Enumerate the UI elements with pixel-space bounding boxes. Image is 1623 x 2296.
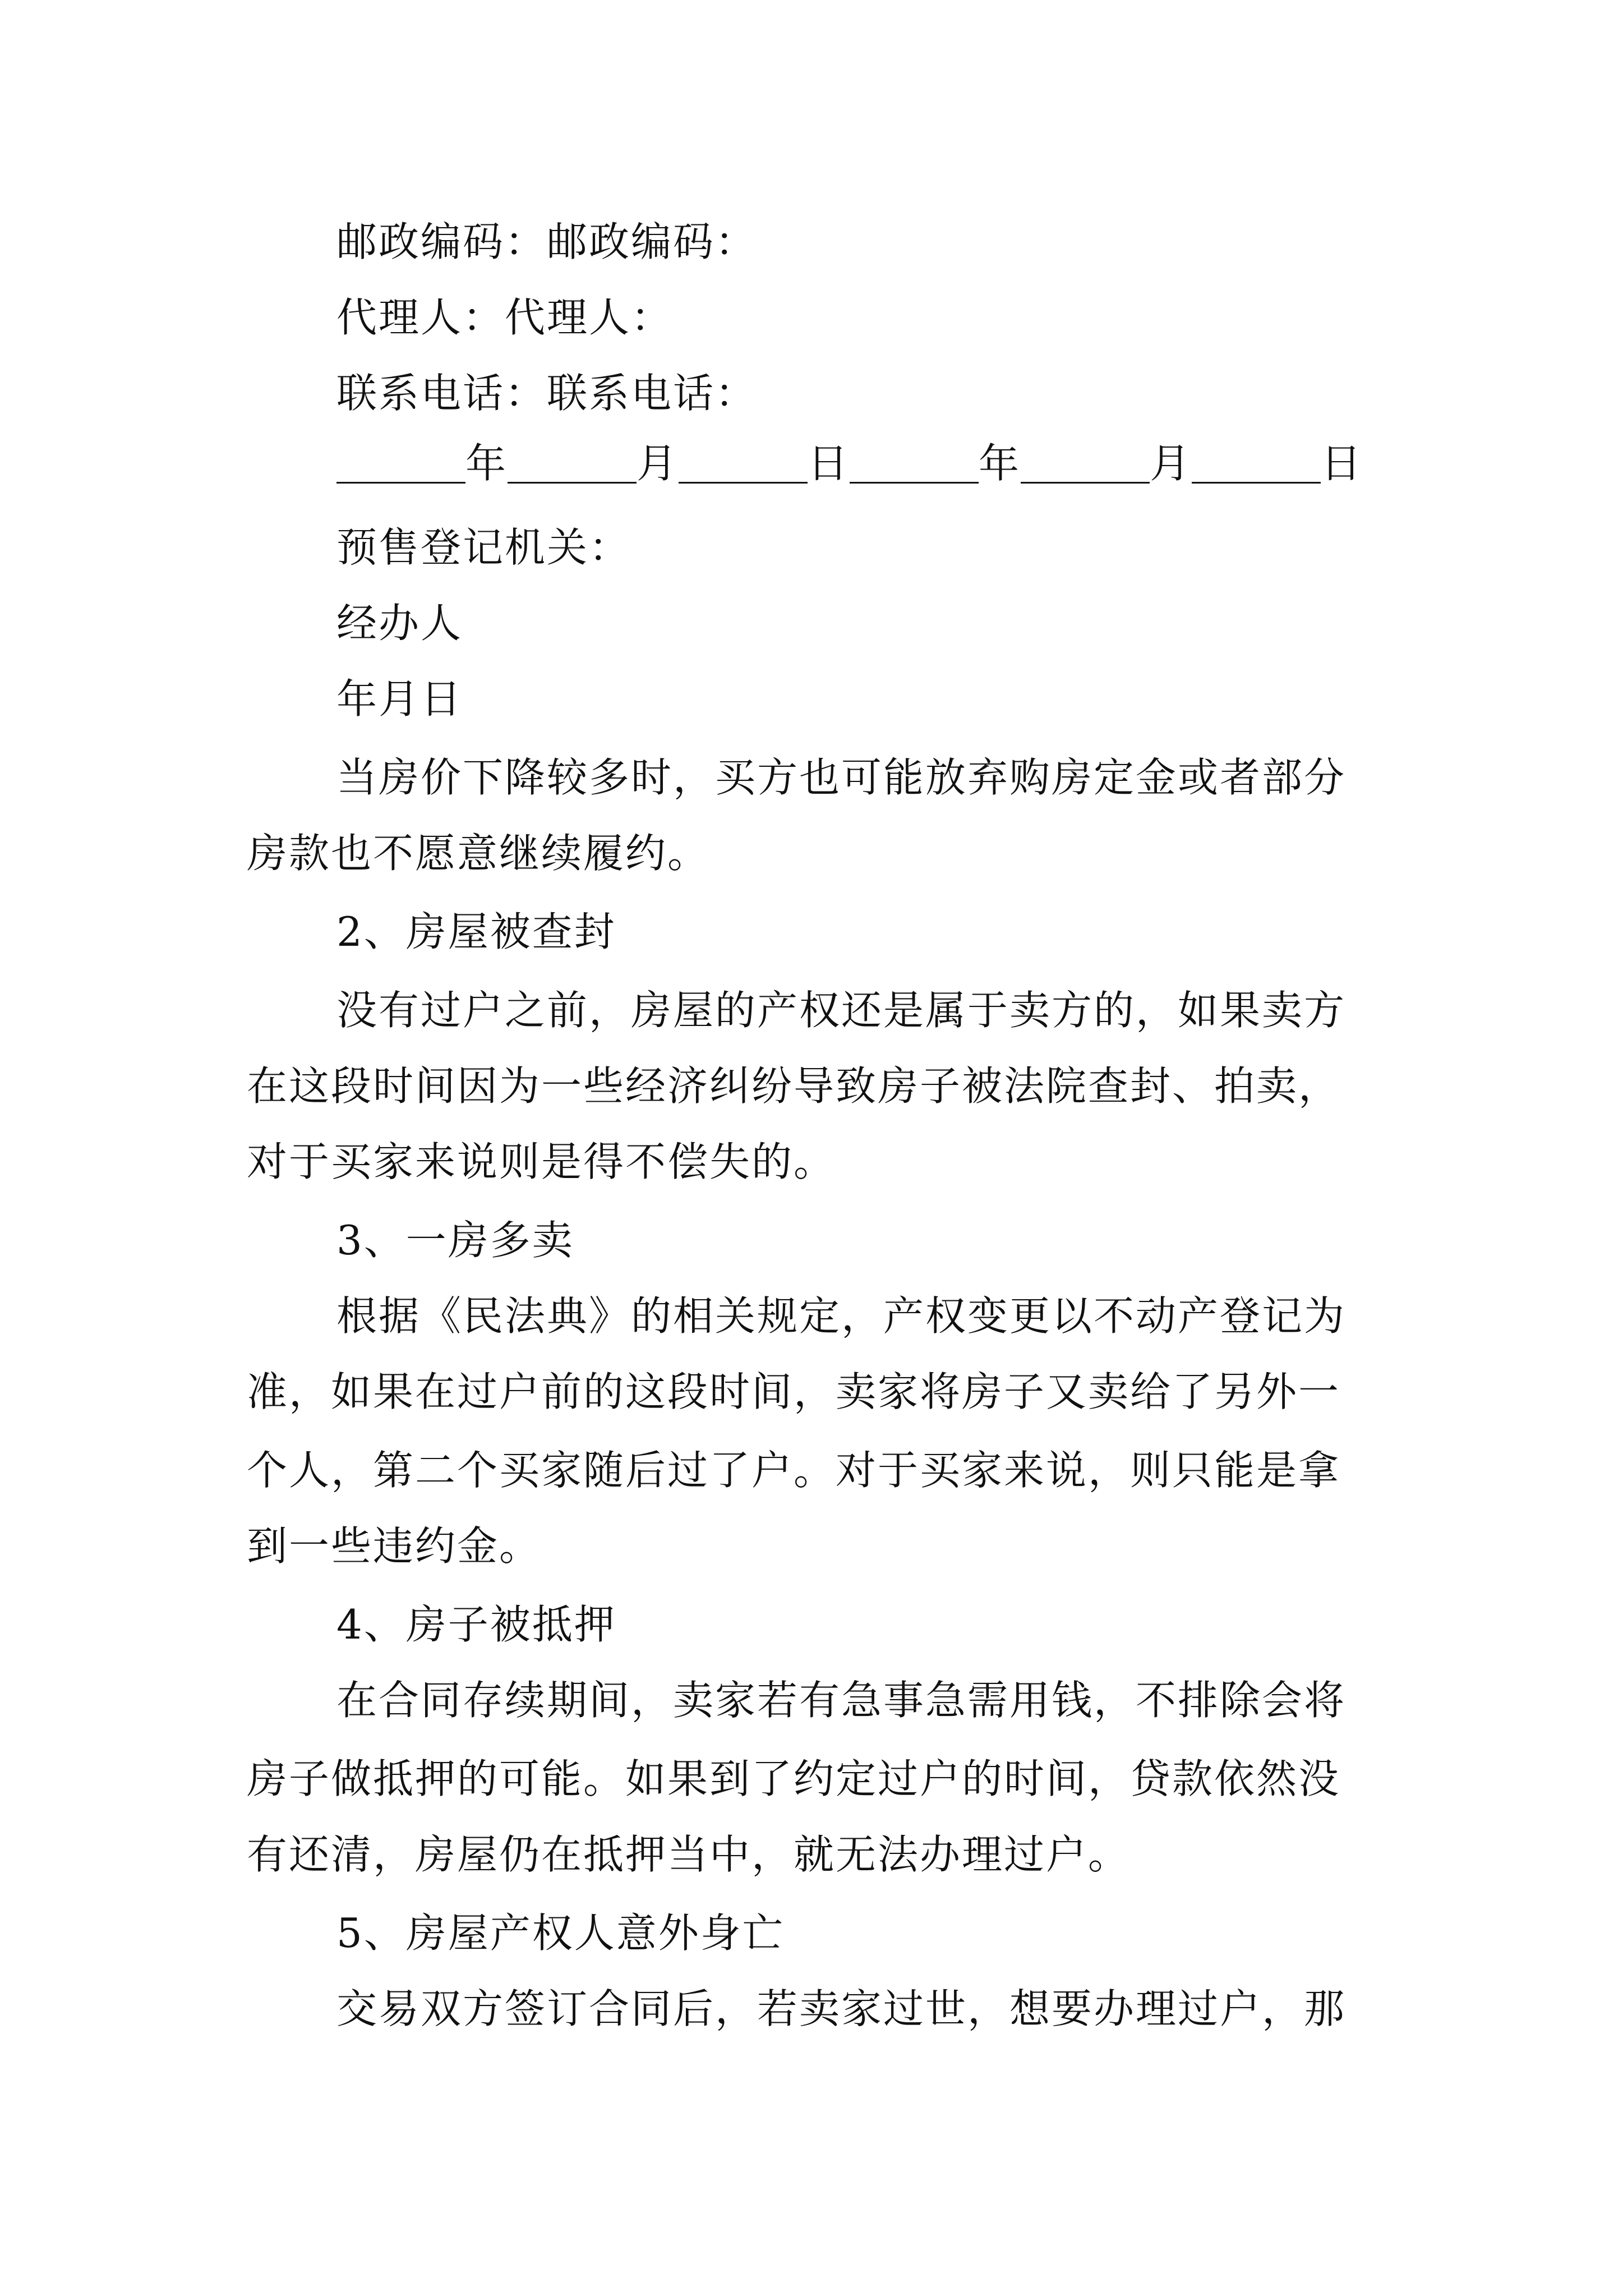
date-blank [1021, 446, 1150, 484]
date-blank [508, 446, 637, 484]
date-year-label: 年 [979, 440, 1021, 487]
date-year-label: 年 [465, 440, 508, 487]
date-month-label: 月 [637, 440, 679, 487]
date-signature-line [336, 440, 1363, 487]
section-heading: 3、一房多卖 [336, 1217, 574, 1264]
paragraph-line: 没有过户之前，房屋的产权还是属于卖方的，如果卖方 [336, 987, 1347, 1034]
paragraph-line: 根据《民法典》的相关规定，产权变更以不动产登记为 [336, 1292, 1347, 1340]
section-heading: 5、房屋产权人意外身亡 [336, 1910, 785, 1957]
date-month-label: 月 [1150, 440, 1192, 487]
handler-line: 经办人 [336, 600, 463, 647]
section-heading: 2、房屋被查封 [336, 908, 616, 955]
phone-line: 联系电话：联系电话： [336, 370, 758, 417]
paragraph-line: 有还清，房屋仍在抵押当中，就无法办理过户。 [247, 1831, 1131, 1878]
agent-line: 代理人：代理人： [336, 294, 674, 341]
date-blank [336, 446, 465, 484]
paragraph-line: 房款也不愿意继续履约。 [247, 830, 710, 877]
date-blank [679, 446, 808, 484]
paragraph-line: 准，如果在过户前的这段时间，卖家将房子又卖给了另外一 [247, 1368, 1341, 1415]
paragraph-line: 交易双方签订合同后，若卖家过世，想要办理过户，那 [336, 1985, 1347, 2032]
date-day-label: 日 [1321, 440, 1363, 487]
paragraph-line: 在这段时间因为一些经济纠纷导致房子被法院查封、拍卖， [247, 1062, 1341, 1110]
date-line: 年月日 [336, 675, 463, 723]
date-day-label: 日 [808, 440, 850, 487]
date-blank [850, 446, 979, 484]
paragraph-line: 房子做抵押的可能。如果到了约定过户的时间，贷款依然没 [247, 1755, 1341, 1802]
paragraph-line: 到一些违约金。 [247, 1522, 542, 1570]
paragraph-line: 在合同存续期间，卖家若有急事急需用钱，不排除会将 [336, 1677, 1347, 1724]
postal-code-line: 邮政编码：邮政编码： [336, 218, 758, 265]
paragraph-line: 对于买家来说则是得不偿失的。 [247, 1138, 836, 1185]
date-blank [1192, 446, 1321, 484]
section-heading: 4、房子被抵押 [336, 1601, 616, 1648]
presale-registration-authority-line: 预售登记机关： [336, 524, 631, 571]
paragraph-line: 个人，第二个买家随后过了户。对于买家来说，则只能是拿 [247, 1447, 1341, 1494]
paragraph-line: 当房价下降较多时，买方也可能放弃购房定金或者部分 [336, 754, 1347, 801]
